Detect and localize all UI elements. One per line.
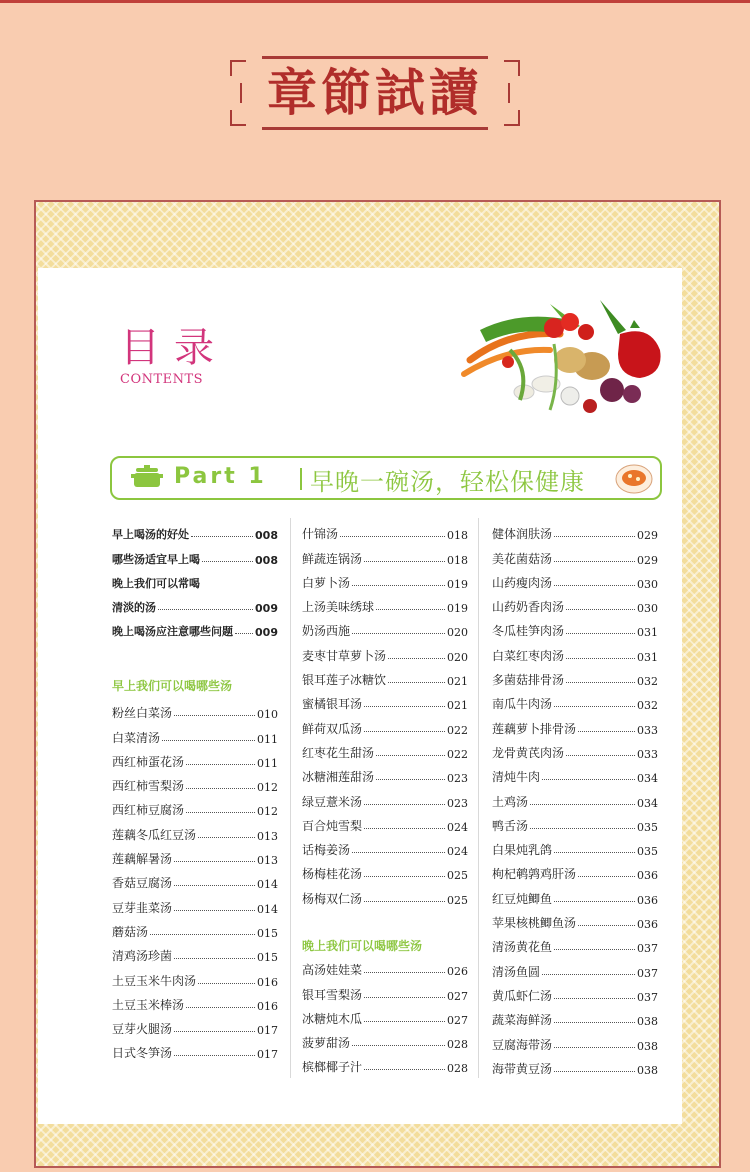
- toc-entry: [112, 567, 278, 591]
- toc-entry-leader: [554, 1022, 635, 1023]
- toc-entry-page: 019: [447, 602, 468, 616]
- toc-entry-leader: [352, 633, 445, 634]
- toc-entry-title: 鲜荷双瓜汤: [302, 721, 363, 736]
- soup-bowl-icon: [614, 461, 654, 497]
- toc-entry-page: 014: [257, 878, 278, 892]
- toc-entry-title: 冰糖湘莲甜汤: [302, 770, 375, 785]
- section-title: 章節試讀: [267, 64, 483, 122]
- toc-entry-leader: [388, 658, 445, 659]
- toc-column-2-list-evening: [302, 954, 468, 1075]
- toc-entry-leader: [364, 828, 445, 829]
- toc-entry-page: 027: [447, 1013, 468, 1027]
- toc-entry: [302, 761, 468, 785]
- toc-entry-title: 银耳莲子冰糖饮: [302, 673, 387, 688]
- toc-entry-page: 009: [255, 602, 278, 616]
- toc-entry-page: 037: [637, 966, 658, 980]
- toc-entry-leader: [198, 837, 255, 838]
- toc-entry-title: 西红柿雪梨汤: [112, 779, 185, 794]
- toc-entry-title: 冬瓜桂笋肉汤: [492, 624, 565, 639]
- toc-entry-title: 山药奶香肉汤: [492, 600, 565, 615]
- toc-entry-title: 豆芽韭菜汤: [112, 900, 173, 915]
- toc-entry: [492, 1004, 658, 1028]
- toc-entry-leader: [364, 561, 445, 562]
- toc-entry-leader: [364, 997, 445, 998]
- toc-entry: [112, 989, 278, 1013]
- toc-entry-title: 多菌菇排骨汤: [492, 673, 565, 688]
- toc-entry-title: 高汤娃娃菜: [302, 963, 363, 978]
- toc-entry-page: 011: [257, 732, 278, 746]
- toc-column-2-list: [302, 518, 468, 907]
- toc-entry-page: 020: [447, 650, 468, 664]
- toc-entry-page: 033: [637, 723, 658, 737]
- toc-entry-leader: [554, 536, 635, 537]
- toc-entry-page: 029: [637, 529, 658, 543]
- toc-entry: [492, 810, 658, 834]
- toc-entry-leader: [554, 949, 635, 950]
- toc-entry: [492, 907, 658, 931]
- toc-entry: [302, 542, 468, 566]
- toc-entry-title: 白菜红枣肉汤: [492, 648, 565, 663]
- toc-entry-page: 034: [637, 772, 658, 786]
- toc-entry-title: 莲藕冬瓜红豆汤: [112, 827, 197, 842]
- toc-entry-title: 鲜蔬连锅汤: [302, 551, 363, 566]
- toc-entry-page: 036: [637, 893, 658, 907]
- toc-entry-title: 西红柿豆腐汤: [112, 803, 185, 818]
- toc-entry-leader: [364, 1021, 445, 1022]
- toc-entry: [302, 1051, 468, 1075]
- toc-entry-title: 菠萝甜汤: [302, 1036, 351, 1051]
- toc-entry-leader: [174, 885, 255, 886]
- toc-entry: [492, 688, 658, 712]
- section-heading-evening: 晚上我们可以喝哪些汤: [302, 939, 423, 953]
- toc-entry-leader: [554, 706, 635, 707]
- toc-entry-page: 035: [637, 820, 658, 834]
- toc-entry-title: 山药瘦肉汤: [492, 575, 553, 590]
- toc-entry-leader: [542, 779, 635, 780]
- toc-entry-leader: [542, 974, 635, 975]
- toc-entry-page: 029: [637, 553, 658, 567]
- toc-entry-leader: [235, 633, 253, 634]
- toc-entry-title: 白萝卜汤: [302, 575, 351, 590]
- part-banner: [110, 456, 662, 500]
- toc-entry: [112, 964, 278, 988]
- toc-heading: 目录: [120, 325, 228, 371]
- toc-entry-page: 037: [637, 942, 658, 956]
- toc-entry-leader: [340, 536, 445, 537]
- toc-entry-title: 晚上喝汤应注意哪些问题: [112, 625, 233, 639]
- toc-entry: [492, 591, 658, 615]
- toc-entry-page: 024: [447, 845, 468, 859]
- toc-entry-title: 粉丝白菜汤: [112, 706, 173, 721]
- toc-entry-leader: [530, 828, 635, 829]
- toc-entry-title: 西红柿蛋花汤: [112, 754, 185, 769]
- toc-entry-page: 018: [447, 529, 468, 543]
- toc-entry-title: 土豆玉米棒汤: [112, 997, 185, 1012]
- toc-entry-title: 红豆炖鲫鱼: [492, 891, 553, 906]
- toc-entry-title: 杨梅双仁汤: [302, 891, 363, 906]
- toc-entry-page: 012: [257, 781, 278, 795]
- toc-entry-page: 022: [447, 723, 468, 737]
- toc-entry-page: 038: [637, 1015, 658, 1029]
- toc-entry-title: 美花菌菇汤: [492, 551, 553, 566]
- toc-entry-title: 白果炖乳鸽: [492, 843, 553, 858]
- header-frame-top: [262, 56, 488, 59]
- toc-subheading: CONTENTS: [120, 372, 204, 387]
- toc-entry-page: 030: [637, 602, 658, 616]
- toc-entry-page: 009: [255, 626, 278, 640]
- toc-entry-leader: [364, 901, 445, 902]
- toc-entry-leader: [530, 804, 635, 805]
- toc-entry: [112, 746, 278, 770]
- toc-entry-leader: [554, 561, 635, 562]
- toc-entry-leader: [566, 633, 635, 634]
- toc-entry-title: 冰糖炖木瓜: [302, 1011, 363, 1026]
- toc-entry-page: 016: [257, 999, 278, 1013]
- toc-entry: [492, 737, 658, 761]
- toc-entry-leader: [566, 682, 635, 683]
- toc-entry: [112, 770, 278, 794]
- toc-entry-page: 011: [257, 756, 278, 770]
- toc-entry-title: 清汤黄花鱼: [492, 940, 553, 955]
- toc-entry-title: 蔬菜海鲜汤: [492, 1013, 553, 1028]
- toc-entry-leader: [554, 998, 635, 999]
- toc-entry-title: 土豆玉米牛肉汤: [112, 973, 197, 988]
- toc-entry: [492, 542, 658, 566]
- toc-entry: [112, 1037, 278, 1061]
- toc-entry-leader: [186, 1007, 255, 1008]
- header-frame-bottom: [262, 127, 488, 130]
- toc-entry-page: 025: [447, 893, 468, 907]
- toc-entry-leader: [352, 1045, 445, 1046]
- toc-entry-title: 奶汤西施: [302, 624, 351, 639]
- toc-entry-title: 话梅姜汤: [302, 843, 351, 858]
- toc-entry-page: 032: [637, 675, 658, 689]
- column-divider: [290, 518, 291, 1078]
- toc-entry-page: 025: [447, 869, 468, 883]
- column-divider: [478, 518, 479, 1078]
- toc-entry-page: 019: [447, 577, 468, 591]
- toc-entry-leader: [198, 983, 255, 984]
- toc-entry: [302, 785, 468, 809]
- toc-entry: [492, 1053, 658, 1077]
- top-border-line: [0, 0, 750, 3]
- toc-entry: [302, 615, 468, 639]
- part-title: 早晚一碗汤，轻松保健康: [310, 468, 585, 496]
- toc-entry: [112, 891, 278, 915]
- toc-entry-title: 红枣花生甜汤: [302, 745, 375, 760]
- toc-entry-title: 清炖牛肉: [492, 770, 541, 785]
- toc-entry-title: 海带黄豆汤: [492, 1061, 553, 1076]
- toc-entry-title: 莲藕解暑汤: [112, 852, 173, 867]
- toc-entry-page: 037: [637, 990, 658, 1004]
- toc-entry-leader: [554, 1071, 635, 1072]
- toc-entry-page: 017: [257, 1024, 278, 1038]
- toc-entry-title: 槟榔椰子汁: [302, 1060, 363, 1075]
- toc-entry: [492, 761, 658, 785]
- toc-entry-leader: [364, 1069, 445, 1070]
- toc-entry: [112, 794, 278, 818]
- toc-entry-page: 010: [257, 708, 278, 722]
- toc-entry: [302, 567, 468, 591]
- toc-entry: [302, 737, 468, 761]
- toc-entry-title: 清淡的汤: [112, 601, 156, 615]
- toc-page: [38, 268, 682, 1124]
- toc-entry-leader: [554, 852, 635, 853]
- toc-entry: [112, 518, 278, 542]
- toc-entry-leader: [174, 958, 255, 959]
- toc-entry-leader: [578, 731, 635, 732]
- toc-entry-leader: [364, 804, 445, 805]
- toc-entry-page: 031: [637, 650, 658, 664]
- toc-entry-title: 南瓜牛肉汤: [492, 697, 553, 712]
- toc-entry-leader: [364, 876, 445, 877]
- toc-column-2-section: [302, 928, 468, 954]
- toc-entry-title: 龙骨黄芪肉汤: [492, 745, 565, 760]
- toc-entry-leader: [158, 609, 253, 610]
- toc-entry: [302, 810, 468, 834]
- toc-column-1-list: [112, 697, 278, 1061]
- toc-entry-title: 苹果核桃鲫鱼汤: [492, 916, 577, 931]
- toc-entry: [302, 639, 468, 663]
- toc-entry-page: 015: [257, 951, 278, 965]
- toc-column-1-intro: [112, 518, 278, 639]
- toc-entry-page: 032: [637, 699, 658, 713]
- toc-entry: [112, 542, 278, 566]
- toc-entry-title: 绿豆薏米汤: [302, 794, 363, 809]
- toc-entry: [492, 1028, 658, 1052]
- toc-entry-leader: [202, 561, 253, 562]
- toc-entry-leader: [364, 706, 445, 707]
- toc-entry-page: 014: [257, 902, 278, 916]
- toc-column-3-list: [492, 518, 658, 1077]
- toc-entry-page: 028: [447, 1062, 468, 1076]
- toc-entry: [112, 697, 278, 721]
- toc-entry-leader: [352, 852, 445, 853]
- toc-entry-page: 013: [257, 829, 278, 843]
- toc-entry: [302, 518, 468, 542]
- toc-entry-title: 蜜橘银耳汤: [302, 697, 363, 712]
- toc-entry-leader: [566, 609, 635, 610]
- toc-entry: [492, 664, 658, 688]
- toc-entry-page: 038: [637, 1039, 658, 1053]
- toc-entry-page: 023: [447, 796, 468, 810]
- toc-entry: [302, 954, 468, 978]
- toc-entry-leader: [364, 972, 445, 973]
- toc-entry: [112, 721, 278, 745]
- toc-column-1-section: [112, 668, 278, 694]
- toc-entry-page: 023: [447, 772, 468, 786]
- toc-entry-page: 017: [257, 1048, 278, 1062]
- toc-entry-title: 晚上我们可以常喝: [112, 576, 200, 590]
- toc-entry-title: 什锦汤: [302, 527, 339, 542]
- toc-entry-title: 豆芽火腿汤: [112, 1022, 173, 1037]
- toc-entry: [302, 1027, 468, 1051]
- toc-entry: [112, 591, 278, 615]
- toc-entry-page: 030: [637, 577, 658, 591]
- toc-entry: [302, 834, 468, 858]
- toc-entry-title: 白菜清汤: [112, 730, 161, 745]
- toc-entry-page: 018: [447, 553, 468, 567]
- toc-entry: [112, 940, 278, 964]
- toc-entry-page: 036: [637, 869, 658, 883]
- section-heading-morning: 早上我们可以喝哪些汤: [112, 679, 233, 693]
- toc-entry: [492, 882, 658, 906]
- toc-entry: [492, 931, 658, 955]
- toc-entry-title: 日式冬笋汤: [112, 1046, 173, 1061]
- toc-entry-page: 021: [447, 675, 468, 689]
- toc-entry-leader: [186, 812, 255, 813]
- toc-entry: [112, 818, 278, 842]
- toc-entry-leader: [376, 755, 445, 756]
- toc-entry-page: 022: [447, 747, 468, 761]
- toc-entry-leader: [376, 609, 445, 610]
- toc-entry: [302, 712, 468, 736]
- toc-entry-page: 027: [447, 989, 468, 1003]
- toc-entry-leader: [376, 779, 445, 780]
- toc-entry-page: 038: [637, 1063, 658, 1077]
- toc-entry-leader: [554, 901, 635, 902]
- toc-entry: [492, 518, 658, 542]
- toc-entry: [112, 916, 278, 940]
- toc-entry-leader: [578, 925, 635, 926]
- toc-entry: [492, 834, 658, 858]
- toc-entry-title: 健体润肤汤: [492, 527, 553, 542]
- toc-entry-leader: [150, 934, 255, 935]
- toc-entry-title: 杨梅桂花汤: [302, 867, 363, 882]
- toc-entry: [112, 615, 278, 639]
- toc-entry-leader: [191, 536, 253, 537]
- toc-entry-leader: [578, 876, 635, 877]
- toc-entry: [302, 664, 468, 688]
- toc-entry-title: 百合炖雪梨: [302, 818, 363, 833]
- toc-entry-page: 013: [257, 854, 278, 868]
- toc-entry: [492, 639, 658, 663]
- toc-entry-page: 008: [255, 529, 278, 543]
- toc-entry-title: 香菇豆腐汤: [112, 876, 173, 891]
- toc-entry-page: 008: [255, 553, 278, 567]
- toc-entry: [112, 867, 278, 891]
- toc-entry: [492, 980, 658, 1004]
- toc-entry-leader: [186, 788, 255, 789]
- toc-entry-leader: [174, 1031, 255, 1032]
- toc-entry-leader: [174, 861, 255, 862]
- toc-entry-title: 莲藕萝卜排骨汤: [492, 721, 577, 736]
- toc-entry: [492, 955, 658, 979]
- toc-entry-page: 012: [257, 805, 278, 819]
- toc-entry-leader: [186, 764, 255, 765]
- part-label: Part 1: [174, 464, 267, 489]
- toc-entry-title: 豆腐海带汤: [492, 1037, 553, 1052]
- toc-entry: [492, 785, 658, 809]
- toc-entry-page: 024: [447, 820, 468, 834]
- toc-entry: [492, 567, 658, 591]
- part-divider: [300, 468, 302, 490]
- toc-entry-page: 028: [447, 1038, 468, 1052]
- toc-entry-page: 031: [637, 626, 658, 640]
- toc-entry-leader: [554, 1047, 635, 1048]
- toc-entry-title: 哪些汤适宜早上喝: [112, 552, 200, 566]
- toc-entry-leader: [388, 682, 445, 683]
- toc-entry-leader: [554, 585, 635, 586]
- toc-entry-title: 蘑菇汤: [112, 924, 149, 939]
- toc-entry-title: 枸杞鹌鹑鸡肝汤: [492, 867, 577, 882]
- toc-entry-leader: [174, 910, 255, 911]
- toc-entry: [112, 1013, 278, 1037]
- toc-entry-leader: [174, 1055, 255, 1056]
- toc-entry-leader: [566, 658, 635, 659]
- toc-entry-title: 上汤美味绣球: [302, 600, 375, 615]
- toc-entry: [302, 978, 468, 1002]
- toc-entry-leader: [566, 755, 635, 756]
- toc-entry-title: 黄瓜虾仁汤: [492, 988, 553, 1003]
- toc-entry-page: 021: [447, 699, 468, 713]
- vegetables-illustration: [450, 290, 674, 420]
- toc-entry-title: 清鸡汤珍菌: [112, 949, 173, 964]
- section-header: [228, 52, 522, 134]
- toc-entry-page: 033: [637, 747, 658, 761]
- toc-entry-page: 016: [257, 975, 278, 989]
- toc-entry-leader: [162, 740, 255, 741]
- toc-entry: [112, 843, 278, 867]
- toc-entry-title: 麦枣甘草萝卜汤: [302, 648, 387, 663]
- toc-entry-page: 026: [447, 965, 468, 979]
- soup-pot-icon: [130, 465, 164, 491]
- toc-entry-title: 清汤鱼圆: [492, 964, 541, 979]
- toc-entry: [492, 615, 658, 639]
- toc-entry-page: 035: [637, 845, 658, 859]
- toc-entry-page: 020: [447, 626, 468, 640]
- toc-entry-leader: [352, 585, 445, 586]
- toc-entry-title: 鸭舌汤: [492, 818, 529, 833]
- toc-entry-page: 034: [637, 796, 658, 810]
- toc-entry: [302, 1003, 468, 1027]
- toc-entry-leader: [364, 731, 445, 732]
- toc-entry: [302, 882, 468, 906]
- toc-entry-leader: [174, 715, 255, 716]
- toc-entry: [302, 591, 468, 615]
- toc-entry-page: 036: [637, 918, 658, 932]
- toc-entry-page: 015: [257, 926, 278, 940]
- toc-entry-title: 银耳雪梨汤: [302, 987, 363, 1002]
- toc-entry-title: 早上喝汤的好处: [112, 528, 189, 542]
- toc-entry: [302, 688, 468, 712]
- toc-entry-title: 土鸡汤: [492, 794, 529, 809]
- toc-entry: [302, 858, 468, 882]
- toc-entry: [492, 712, 658, 736]
- toc-entry: [492, 858, 658, 882]
